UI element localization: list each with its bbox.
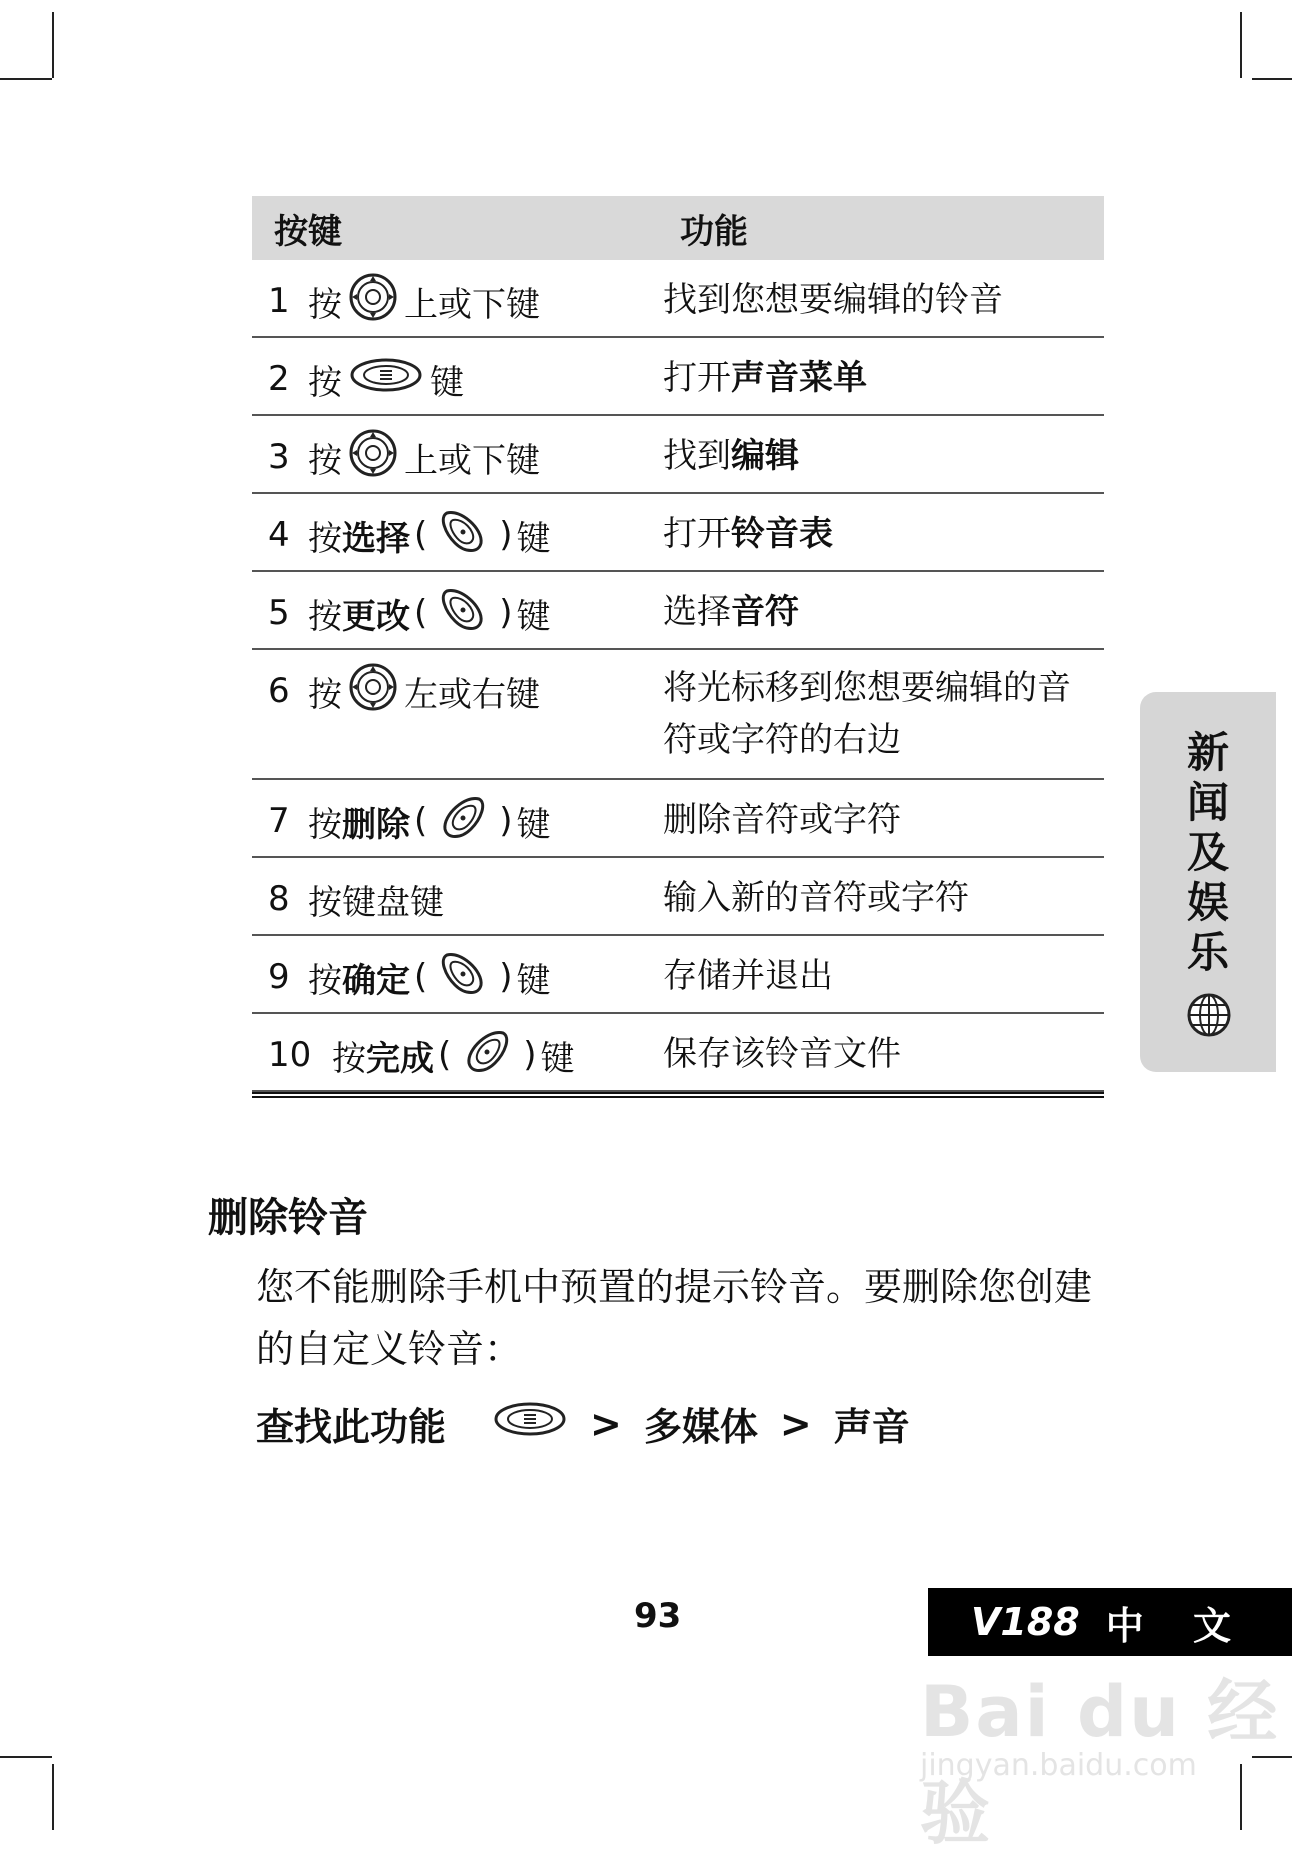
key-cell [308, 858, 660, 934]
find-label: 查找此功能 [256, 1405, 447, 1449]
function-target: 铃音表 [731, 514, 833, 554]
key-cell [308, 260, 660, 336]
table-row [252, 572, 1104, 650]
key-pre: 按 [308, 960, 342, 1001]
step-number: 3 [268, 437, 290, 477]
function-text: 打开 [663, 358, 731, 398]
crop-mark [1240, 12, 1242, 78]
table-row [252, 780, 1104, 858]
page-number: 93 [634, 1596, 682, 1636]
function-target: 编辑 [731, 436, 799, 476]
function-text: 打开 [663, 514, 731, 554]
table-row [252, 936, 1104, 1014]
key-cell [308, 338, 660, 414]
tab-char: 闻 [1186, 778, 1229, 827]
menu-key-icon [492, 1399, 568, 1448]
key-cell [308, 650, 660, 726]
key-post: 键 [516, 804, 551, 845]
close-paren: ) [523, 1035, 537, 1075]
open-paren: ( [438, 1035, 452, 1075]
model-banner [928, 1588, 1292, 1656]
watermark-logo: Bai du 经验 [920, 1671, 1280, 1854]
function-cell [660, 494, 1104, 570]
open-paren: ( [414, 957, 428, 997]
path-step-multimedia: 多媒体 [643, 1405, 758, 1449]
watermark-url: jingyan.baidu.com [920, 1748, 1197, 1783]
right-soft-key-icon [437, 505, 489, 566]
key-pre: 按 [308, 518, 342, 559]
softkey-label: 确定 [342, 960, 410, 1001]
tab-char: 新 [1186, 728, 1229, 777]
key-post: 键 [516, 960, 551, 1001]
step-number: 1 [268, 281, 290, 321]
menu-key-icon [348, 355, 424, 404]
path-separator: > [590, 1401, 622, 1446]
section-title: 删除铃音 [208, 1194, 368, 1241]
section-body: 您不能删除手机中预置的提示铃音。要删除您创建的自定义铃音： [256, 1265, 1093, 1371]
model-name: V188 [971, 1600, 1080, 1644]
function-target: 声音菜单 [731, 358, 867, 398]
nav-key-icon [348, 662, 398, 721]
function-cell [660, 858, 1104, 934]
key-pre: 按 [308, 362, 342, 403]
key-post: 左或右键 [404, 674, 540, 715]
language-label: 中 文 [1105, 1603, 1249, 1648]
table-row [252, 858, 1104, 936]
table-end-rule [252, 1092, 1104, 1098]
header-key: 按键 [274, 211, 342, 252]
step-number: 9 [268, 957, 290, 997]
right-soft-key-icon [437, 583, 489, 644]
crop-mark [52, 12, 54, 78]
key-cell [308, 936, 660, 1012]
step-number: 8 [268, 879, 290, 919]
function-cell [660, 1014, 1104, 1090]
key-pre: 按 [308, 674, 342, 715]
softkey-label: 选择 [342, 518, 410, 559]
function-text: 输入新的音符或字符 [663, 878, 969, 918]
key-post: 上或下键 [404, 440, 540, 481]
function-text: 删除音符或字符 [663, 800, 901, 840]
softkey-label: 完成 [366, 1038, 434, 1079]
function-cell [660, 260, 1104, 336]
step-number: 4 [268, 515, 290, 555]
step-number: 10 [268, 1035, 312, 1075]
function-cell [660, 936, 1104, 1012]
open-paren: ( [414, 515, 428, 555]
globe-icon [1186, 992, 1232, 1038]
table-body [252, 260, 1104, 1092]
table-row [252, 338, 1104, 416]
open-paren: ( [414, 593, 428, 633]
left-soft-key-icon [437, 791, 489, 852]
key-cell [308, 572, 660, 648]
table-row [252, 494, 1104, 572]
crop-mark [52, 1764, 54, 1830]
key-pre: 按 [332, 1038, 366, 1079]
steps-table [252, 196, 1104, 1098]
step-number: 6 [268, 671, 290, 711]
crop-mark [0, 78, 52, 80]
crop-mark [0, 1756, 52, 1758]
function-text: 找到您想要编辑的铃音 [663, 280, 1003, 320]
function-text: 选择 [663, 592, 731, 632]
key-pre: 按 [308, 596, 342, 637]
chapter-tab [1140, 692, 1276, 1072]
key-post: 键 [516, 596, 551, 637]
table-row [252, 650, 1104, 780]
close-paren: ) [499, 801, 513, 841]
path-step-sound: 声音 [833, 1405, 910, 1449]
table-row [252, 260, 1104, 338]
key-post: 键 [516, 518, 551, 559]
table-header [252, 196, 1104, 260]
key-post: 键 [430, 362, 464, 403]
close-paren: ) [499, 515, 513, 555]
function-cell [660, 338, 1104, 414]
left-soft-key-icon [461, 1025, 513, 1086]
header-function: 功能 [680, 211, 748, 252]
key-pre: 按 [308, 804, 342, 845]
close-paren: ) [499, 593, 513, 633]
key-cell [308, 494, 660, 570]
key-cell [308, 416, 660, 492]
softkey-label: 更改 [342, 596, 410, 637]
key-cell [308, 780, 660, 856]
key-pre: 按键盘键 [308, 882, 444, 923]
tab-char: 娱 [1186, 878, 1229, 927]
function-text: 找到 [663, 436, 731, 476]
function-cell [660, 416, 1104, 492]
function-cell [660, 650, 1104, 778]
function-cell [660, 780, 1104, 856]
function-target: 音符 [731, 592, 799, 632]
right-soft-key-icon [437, 947, 489, 1008]
tab-char: 及 [1186, 828, 1229, 877]
function-text: 保存该铃音文件 [663, 1034, 901, 1074]
key-post: 键 [540, 1038, 575, 1079]
function-text: 将光标移到您想要编辑的音符或字符的右边 [663, 668, 1071, 760]
function-text: 存储并退出 [663, 956, 833, 996]
crop-mark [1252, 78, 1292, 80]
close-paren: ) [499, 957, 513, 997]
tab-char: 乐 [1186, 928, 1229, 977]
table-row [252, 416, 1104, 494]
path-separator: > [779, 1401, 812, 1446]
key-pre: 按 [308, 440, 342, 481]
function-cell [660, 572, 1104, 648]
step-number: 7 [268, 801, 290, 841]
key-cell [332, 1014, 660, 1090]
step-number: 2 [268, 359, 290, 399]
key-pre: 按 [308, 284, 342, 325]
step-number: 5 [268, 593, 290, 633]
key-post: 上或下键 [404, 284, 540, 325]
nav-key-icon [348, 272, 398, 331]
open-paren: ( [414, 801, 428, 841]
softkey-label: 删除 [342, 804, 410, 845]
find-feature-path [256, 1396, 910, 1451]
table-row [252, 1014, 1104, 1092]
nav-key-icon [348, 428, 398, 487]
